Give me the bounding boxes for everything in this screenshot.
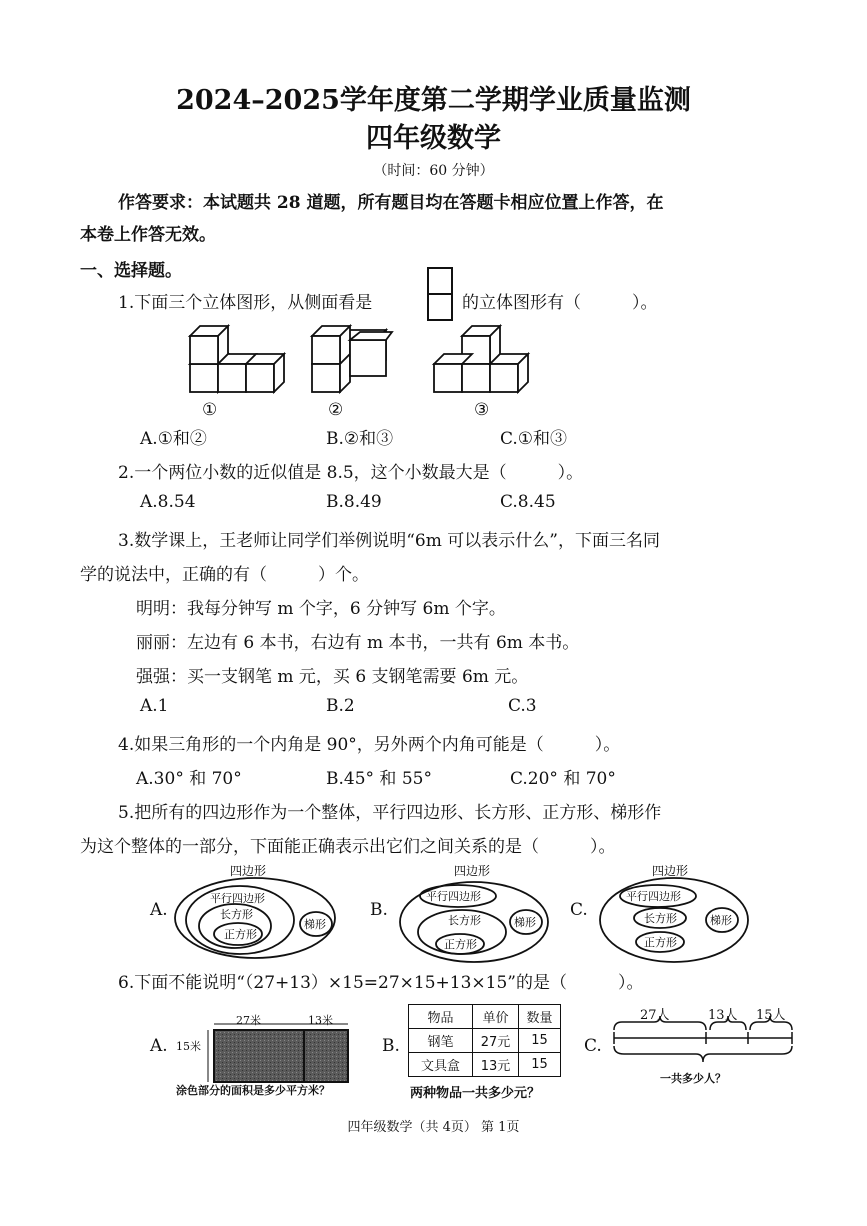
- q3-option-c[interactable]: C.3: [508, 696, 537, 716]
- a-rectangle-label: 长方形: [220, 908, 253, 921]
- fig-label-3: ③: [474, 400, 490, 420]
- q4-stem: 4.如果三角形的一个内角是 90°，另外两个内角可能是（ ）。: [118, 735, 621, 755]
- venn-diagram-c: [594, 862, 754, 966]
- b-parallelogram-label: 平行四边形: [426, 890, 481, 903]
- q4-option-a[interactable]: A.30° 和 70°: [136, 769, 242, 789]
- b-rectangle-label: 长方形: [448, 914, 481, 927]
- q1-stem-b: 的立体图形有（ ）。: [462, 293, 658, 313]
- q6-a-top-left-label: 27米: [236, 1014, 261, 1027]
- q5-option-b[interactable]: B.: [370, 900, 388, 920]
- q3-stem-1: 3.数学课上，王老师让同学们举例说明“6m 可以表示什么”，下面三名同: [118, 531, 660, 551]
- c-square-label: 正方形: [644, 936, 677, 949]
- q3-option-a[interactable]: A.1: [140, 696, 169, 716]
- q3-option-b[interactable]: B.2: [326, 696, 355, 716]
- b-square-label: 正方形: [444, 938, 477, 951]
- exam-title: 2024–2025学年度第二学期学业质量监测: [176, 85, 691, 116]
- cube-figures: [180, 316, 560, 400]
- table-cell: 13元: [473, 1053, 519, 1077]
- table-header-row: [409, 1005, 561, 1029]
- a-parallelogram-label: 平行四边形: [210, 892, 265, 905]
- q2-stem: 2.一个两位小数的近似值是 8.5，这个小数最大是（ ）。: [118, 463, 584, 483]
- q5-stem-2: 为这个整体的一部分，下面能正确表示出它们之间关系的是（ ）。: [80, 837, 616, 857]
- table-row: [409, 1029, 561, 1053]
- venn-diagram-b: [396, 862, 556, 966]
- q1-option-c[interactable]: C.①和③: [500, 429, 568, 449]
- table-row: [409, 1053, 561, 1077]
- q6-option-a[interactable]: A.: [150, 1036, 168, 1056]
- c-parallelogram-label: 平行四边形: [626, 890, 681, 903]
- instructions-line-1: 作答要求：本试题共 28 道题，所有题目均在答题卡相应位置上作答，在: [118, 193, 664, 213]
- fig-label-2: ②: [328, 400, 344, 420]
- q4-option-b[interactable]: B.45° 和 55°: [326, 769, 432, 789]
- venn-diagram-a: [170, 862, 340, 962]
- table-cell: 钢笔: [409, 1029, 473, 1053]
- a-trapezoid-label: 梯形: [304, 918, 326, 931]
- q6-option-b[interactable]: B.: [382, 1036, 400, 1056]
- table-cell: 15: [519, 1029, 561, 1053]
- table-header: 物品: [409, 1005, 473, 1029]
- q6-option-c[interactable]: C.: [584, 1036, 602, 1056]
- q1-option-b[interactable]: B.②和③: [326, 429, 394, 449]
- q5-option-a[interactable]: A.: [150, 900, 168, 920]
- q6-a-side-label: 15米: [176, 1040, 201, 1053]
- q2-option-b[interactable]: B.8.49: [326, 492, 382, 512]
- table-cell: 文具盒: [409, 1053, 473, 1077]
- table-cell: 15: [519, 1053, 561, 1077]
- cube-figure-2: [312, 326, 392, 392]
- q3-line-2: 丽丽：左边有 6 本书，右边有 m 本书，一共有 6m 本书。: [136, 633, 580, 653]
- side-view-icon: [426, 266, 454, 322]
- q3-stem-2: 学的说法中，正确的有（ ）个。: [80, 565, 369, 585]
- exam-time: （时间：60 分钟）: [373, 163, 494, 179]
- cube-figure-1: [190, 326, 284, 392]
- c-rectangle-label: 长方形: [644, 912, 677, 925]
- q3-line-1: 明明：我每分钟写 m 个字，6 分钟写 6m 个字。: [136, 599, 506, 619]
- q6-c-label-1: 27人: [640, 1008, 670, 1023]
- page-footer: 四年级数学（共 4页） 第 1页: [347, 1120, 520, 1135]
- q3-line-3: 强强：买一支钢笔 m 元，买 6 支钢笔需要 6m 元。: [136, 667, 529, 687]
- q1-option-a[interactable]: A.①和②: [140, 429, 207, 449]
- q6-c-label-2: 13人: [708, 1008, 738, 1023]
- section-heading: 一、选择题。: [80, 261, 182, 281]
- q1-stem-a: 1.下面三个立体图形，从侧面看是: [118, 293, 373, 313]
- table-header: 单价: [473, 1005, 519, 1029]
- fig-label-1: ①: [202, 400, 218, 420]
- q4-option-c[interactable]: C.20° 和 70°: [510, 769, 616, 789]
- q6-c-caption: 一共多少人？: [660, 1072, 726, 1085]
- cube-figure-3: [434, 326, 528, 392]
- b-trapezoid-label: 梯形: [514, 916, 536, 929]
- table-cell: 27元: [473, 1029, 519, 1053]
- q6-stem: 6.下面不能说明“（27+13）×15=27×15+13×15”的是（ ）。: [118, 973, 644, 993]
- c-quadrilateral-label: 四边形: [652, 864, 689, 878]
- table-header: 数量: [519, 1005, 561, 1029]
- c-trapezoid-label: 梯形: [710, 914, 732, 927]
- b-quadrilateral-label: 四边形: [454, 864, 491, 878]
- q5-stem-1: 5.把所有的四边形作为一个整体，平行四边形、长方形、正方形、梯形作: [118, 803, 662, 823]
- q6-a-top-right-label: 13米: [308, 1014, 333, 1027]
- q2-option-a[interactable]: A.8.54: [140, 492, 196, 512]
- instructions-line-2: 本卷上作答无效。: [80, 225, 216, 245]
- a-quadrilateral-label: 四边形: [230, 864, 267, 878]
- q2-option-c[interactable]: C.8.45: [500, 492, 556, 512]
- q6-b-caption: 两种物品一共多少元？: [410, 1086, 541, 1101]
- q6-a-caption: 涂色部分的面积是多少平方米？: [176, 1084, 330, 1097]
- q6-c-label-3: 15人: [756, 1008, 786, 1023]
- a-square-label: 正方形: [224, 928, 257, 941]
- exam-subtitle: 四年级数学: [366, 123, 501, 154]
- q5-option-c[interactable]: C.: [570, 900, 588, 920]
- q6-price-table: [408, 1004, 561, 1077]
